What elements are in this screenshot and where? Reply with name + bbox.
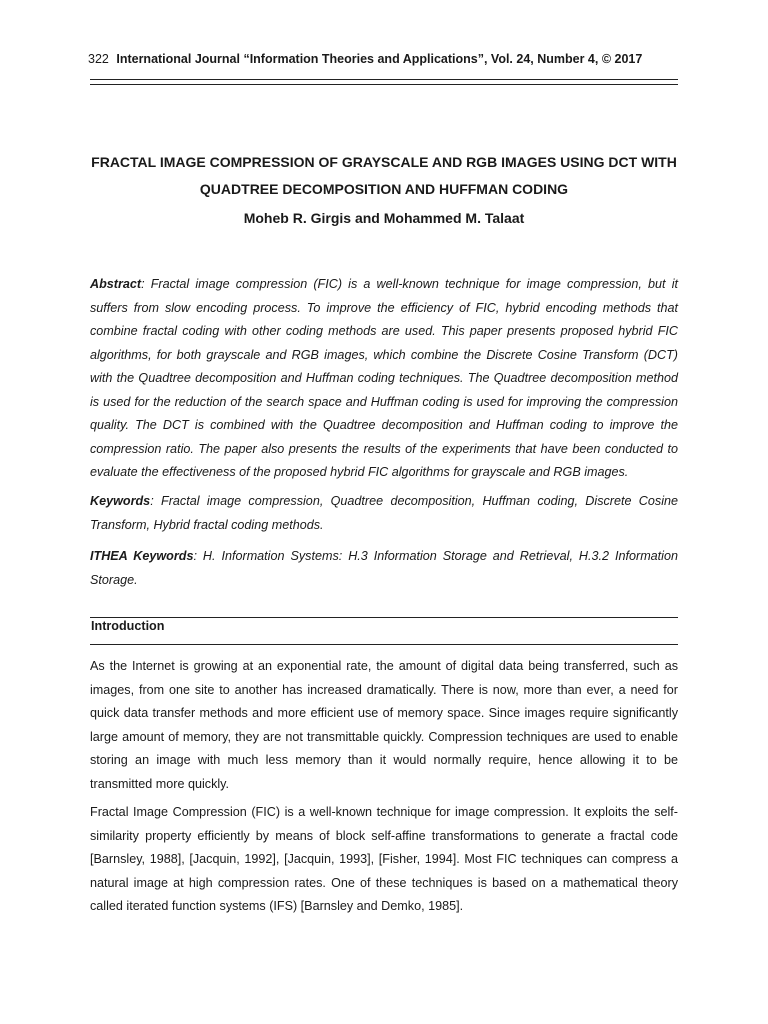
ithea-keywords-text: : H. Information Systems: H.3 Information Storage and Retrieval, H.3.2 Information Storage. xyxy=(90,549,678,587)
section-rule-bottom xyxy=(90,644,678,645)
ithea-keywords-label: ITHEA Keywords xyxy=(90,549,194,563)
abstract-text: : Fractal image compression (FIC) is a well-known technique for image compression, but it suffers from slow encoding process. To improve the efficiency of FIC, hybrid encoding methods that combine fractal coding with other coding methods are used. This paper presents proposed hybrid FIC algorithms, for both grayscale and RGB images, which combine the Discrete Cosine Transform (DCT) with the Quadtree decomposition and Huffman coding techniques. The Quadtree decomposition method is used for the reduction of the search space and Huffman coding is used for improving the compression quality. The DCT is combined with the Quadtree decomposition and Huffman coding to improve the compression ratio. The paper also presents the results of the experiments that have been conducted to evaluate the effectiveness of the proposed hybrid FIC algorithms for grayscale and RGB images. xyxy=(90,277,678,479)
ithea-keywords xyxy=(90,545,678,592)
keywords xyxy=(90,490,678,537)
journal-citation: International Journal “Information Theories and Applications”, Vol. 24, Number 4, © 2017 xyxy=(116,52,643,66)
intro-paragraph: Fractal Image Compression (FIC) is a well-known technique for image compression. It exploits the self-similarity property efficiently by means of block self-affine transformations to generate a fractal code [Barnsley, 1988], [Jacquin, 1992], [Jacquin, 1993], [Fisher, 1994]. Most FIC techniques can compress a natural image at high compression rates. One of these techniques is based on a mathematical theory called iterated function systems (IFS) [Barnsley and Demko, 1985]. xyxy=(90,805,678,913)
page-number: 322 xyxy=(88,52,109,66)
running-header xyxy=(88,52,680,66)
paper-authors: Moheb R. Girgis and Mohammed M. Talaat xyxy=(243,210,525,226)
keywords-text: : Fractal image compression, Quadtree decomposition, Huffman coding, Discrete Cosine Transform, Hybrid fractal coding methods. xyxy=(90,494,678,532)
keywords-label: Keywords xyxy=(90,494,151,508)
paper-title: FRACTAL IMAGE COMPRESSION OF GRAYSCALE AND RGB IMAGES USING DCT WITH QUADTREE DECOMPOSITION AND HUFFMAN CODING xyxy=(91,154,677,197)
abstract-label: Abstract xyxy=(90,277,142,291)
abstract xyxy=(90,273,678,485)
section-heading-introduction: Introduction xyxy=(91,619,165,633)
header-rule-top xyxy=(90,79,678,80)
section-rule-top xyxy=(90,617,678,618)
intro-paragraph: As the Internet is growing at an exponential rate, the amount of digital data being transferred, such as images, from one site to another has increased dramatically. There is now, more than ever, a need for quick data transfer methods and more efficient use of memory space. Since images require significantly large amount of memory, they are not transmittable quickly. Compression techniques are used to enable storing an image with much less memory than it would normally require, hence allowing it to be transmitted more quickly. xyxy=(90,659,678,791)
header-rule-bottom xyxy=(90,84,678,85)
